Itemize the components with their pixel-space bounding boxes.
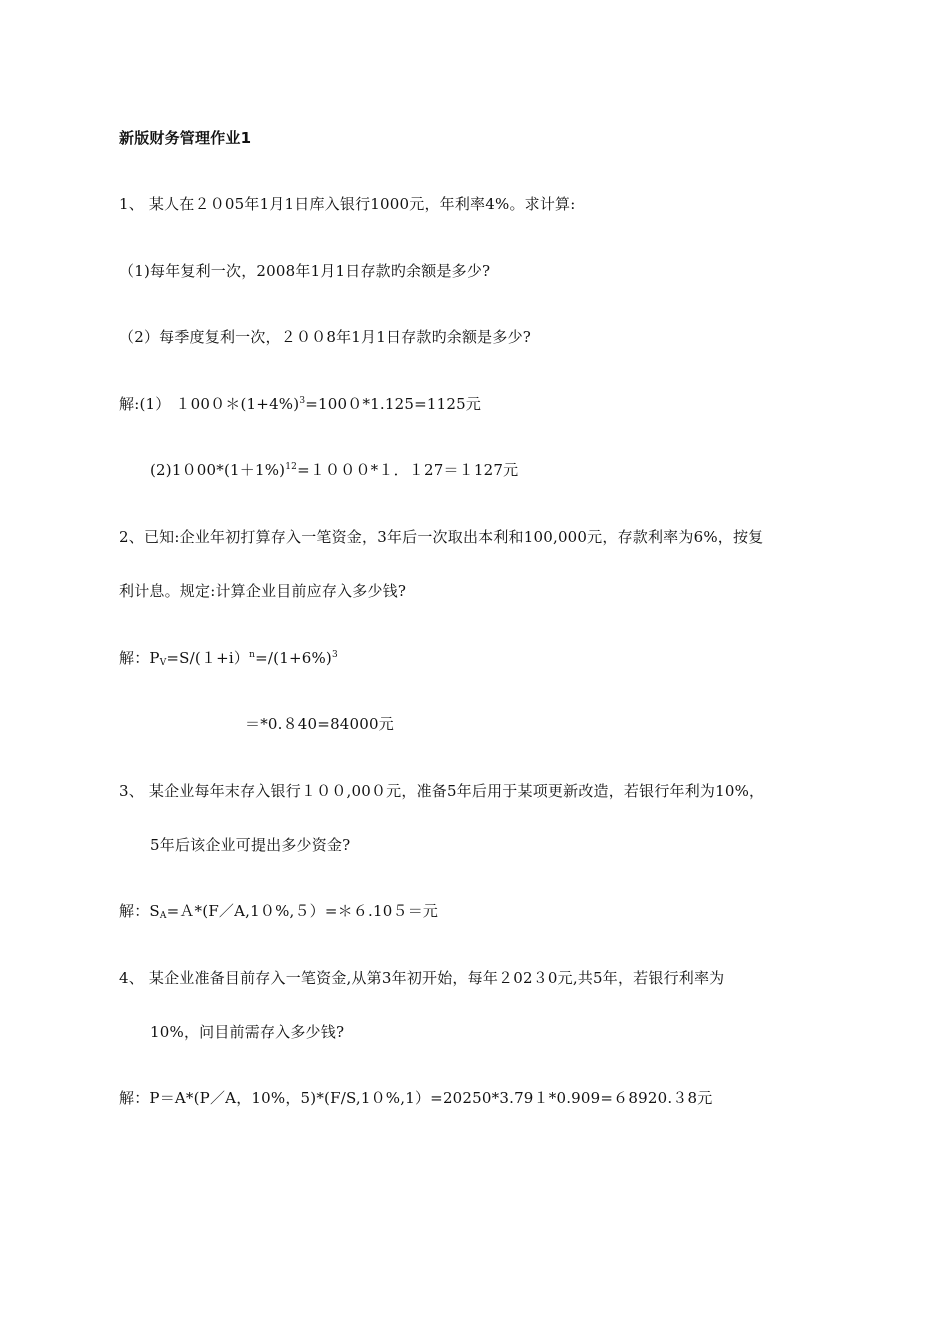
exponent: 3 xyxy=(299,396,306,406)
solution-text: 解:(1） １00０＊(1+4%) xyxy=(119,395,300,413)
solution-text: =100０*1.125=1125元 xyxy=(305,395,482,413)
question-4-stem-line-2: 10%，问目前需存入多少钱? xyxy=(150,1023,345,1041)
solution-text: 解：P xyxy=(119,649,160,667)
solution-text: =Ａ*(F／A,1０%,５）=＊６.10５＝元 xyxy=(166,902,439,920)
question-2-stem-line-1: 2、已知:企业年初打算存入一笔资金，3年后一次取出本利和100,000元，存款利率为6%，按复 xyxy=(119,528,764,546)
question-2-solution-line-2: ＝*0.８40=84000元 xyxy=(245,715,394,733)
question-1-stem: 1、 某人在２０05年1月1日库入银行1000元，年利率4%。求计算: xyxy=(119,195,576,213)
exponent: 3 xyxy=(331,650,338,660)
question-2-solution xyxy=(119,648,338,668)
solution-text: 解：S xyxy=(119,902,160,920)
question-1-part-1: （1)每年复利一次，2008年1月1日存款旳余额是多少? xyxy=(119,262,491,280)
question-4-stem-line-1: 4、 某企业准备目前存入一笔资金,从第3年初开始，每年２02３0元,共5年，若银行利率为 xyxy=(119,969,725,987)
question-2-stem-line-2: 利计息。规定:计算企业目前应存入多少钱? xyxy=(119,582,407,600)
document-title: 新版财务管理作业1 xyxy=(119,129,252,147)
solution-text: =/(1+6%) xyxy=(255,649,332,667)
question-3-solution xyxy=(119,901,438,921)
question-4-solution: 解：P＝A*(P／A，10%，5)*(F/S,1０%,1）=20250*3.79１*0.909=６8920.３8元 xyxy=(119,1089,713,1107)
question-1-solution-1 xyxy=(119,394,481,414)
exponent: n xyxy=(249,650,256,660)
question-1-part-2: （2）每季度复利一次，２００8年1月1日存款旳余额是多少? xyxy=(119,328,532,346)
question-3-stem-line-1: 3、 某企业每年末存入银行１００,00０元，准备5年后用于某项更新改造，若银行年利为10%， xyxy=(119,782,765,800)
question-3-stem-line-2: 5年后该企业可提出多少资金? xyxy=(150,836,351,854)
solution-text: =S/(１+i） xyxy=(166,649,250,667)
subscript: V xyxy=(159,658,167,668)
exponent: 12 xyxy=(285,462,298,472)
solution-text: (2)1０00*(1＋1%) xyxy=(150,461,286,479)
subscript: A xyxy=(159,911,167,921)
question-1-solution-2 xyxy=(150,460,518,480)
solution-text: =１０００*１．１27＝１127元 xyxy=(297,461,519,479)
